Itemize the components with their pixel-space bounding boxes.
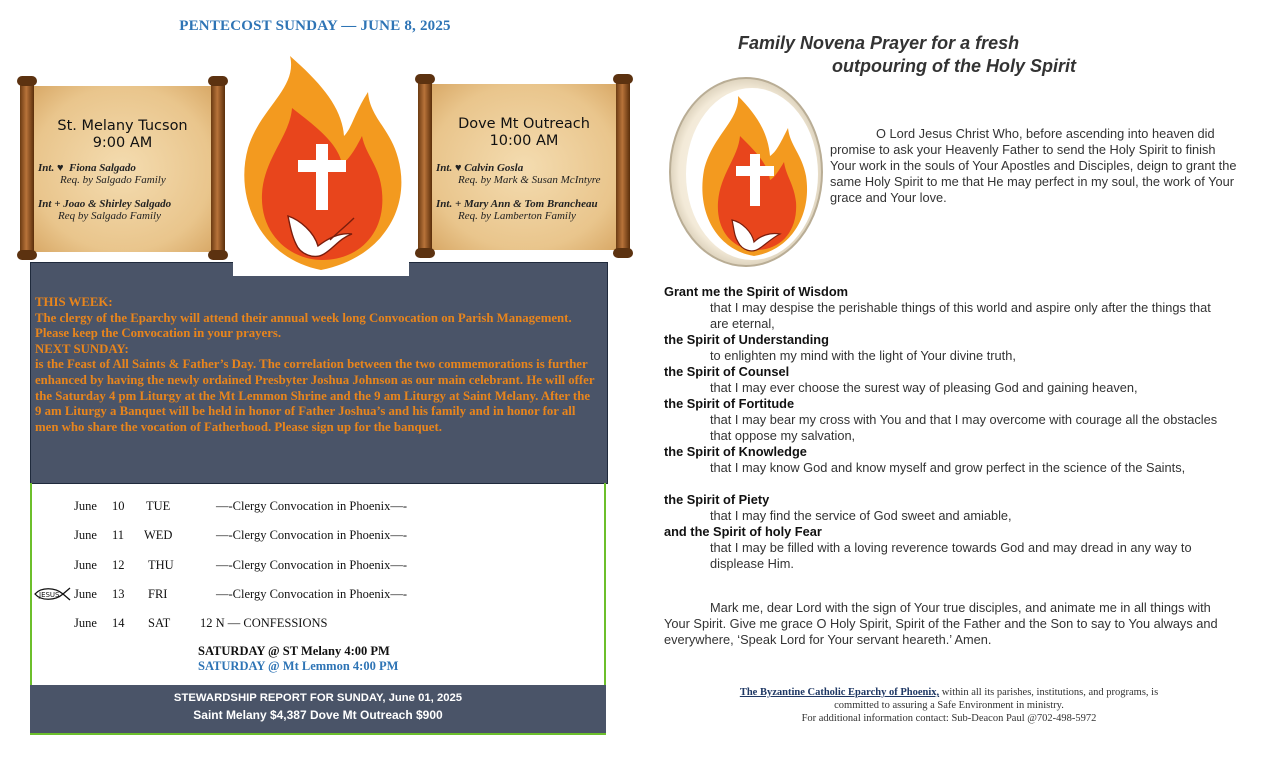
gift-wisdom-body: that I may despise the perishable things of this world and aspire only after the things that are eternal, bbox=[710, 300, 1211, 331]
gift-fear-body: that I may be filled with a loving reverence towards God and may dread in any way to displease Him. bbox=[710, 540, 1192, 571]
gift-fear-heading: and the Spirit of holy Fear bbox=[664, 524, 822, 539]
gift-understanding-body: to enlighten my mind with the light of Your divine truth, bbox=[710, 348, 1016, 363]
intention-requester: Req by Salgado Family bbox=[58, 210, 161, 222]
scroll-paper bbox=[30, 86, 215, 252]
scroll-rod-right bbox=[616, 78, 630, 254]
eparchy-footer bbox=[676, 686, 1222, 725]
bulletin-title: PENTECOST SUNDAY — JUNE 8, 2025 bbox=[179, 18, 451, 34]
scroll-rod-right bbox=[211, 80, 225, 256]
announcement-heading: THIS WEEK: bbox=[35, 295, 113, 309]
intention-line: Int. ♥ Fiona Salgado bbox=[38, 162, 136, 174]
gift-fortitude-body: that I may bear my cross with You and that I may overcome with courage all the obstacles that oppose my salvation, bbox=[710, 412, 1218, 443]
footer-line3: For additional information contact: Sub-Deacon Paul @702-498-5972 bbox=[801, 713, 1097, 724]
heart-icon: ♥ bbox=[56, 162, 64, 174]
intention-requester: Req. by Mark & Susan McIntyre bbox=[458, 174, 601, 186]
scroll-time: 10:00 AM bbox=[489, 133, 559, 149]
novena-title-line2: outpouring of the Holy Spirit bbox=[832, 56, 1076, 76]
intention-requester: Req. by Salgado Family bbox=[60, 174, 166, 186]
scroll-rod-left bbox=[20, 80, 34, 256]
scroll-church: Dove Mt Outreach bbox=[458, 116, 590, 132]
gift-fortitude-heading: the Spirit of Fortitude bbox=[664, 396, 795, 411]
novena-title-line1: Family Novena Prayer for a fresh bbox=[738, 33, 1020, 53]
announcement-heading: NEXT SUNDAY: bbox=[35, 341, 129, 356]
scroll-paper bbox=[428, 84, 620, 250]
heart-icon: ♥ bbox=[454, 162, 462, 174]
stewardship-amounts: Saint Melany $4,387 Dove Mt Outreach $900 bbox=[193, 708, 443, 722]
gift-counsel-heading: the Spirit of Counsel bbox=[664, 364, 790, 379]
stewardship-title: STEWARDSHIP REPORT FOR SUNDAY, June 01, 2025 bbox=[173, 692, 463, 704]
announcements-text bbox=[35, 295, 595, 435]
footer-line1: The Byzantine Catholic Eparchy of Phoenix, within all its parishes, institutions, and programs, is bbox=[739, 687, 1159, 698]
saturday-liturgy-st-melany: SATURDAY @ ST Melany 4:00 PM bbox=[198, 644, 390, 658]
scroll-church: St. Melany Tucson bbox=[57, 118, 188, 134]
gift-wisdom-heading: Grant me the Spirit of Wisdom bbox=[664, 284, 849, 299]
novena-intro: O Lord Jesus Christ Who, before ascending into heaven did promise to ask your Heavenly Father to send the Holy Spirit to finish Your work in the souls of Your Apostles and Disciples, deign to grant the same Holy Spirit to me that He may perfect in my soul, the work of Your grace and Your love. bbox=[830, 126, 1237, 205]
intention-requester: Req. by Lamberton Family bbox=[458, 210, 576, 222]
intention-line: Int + Joao & Shirley Salgado bbox=[38, 198, 172, 210]
holy-spirit-flame-icon bbox=[230, 48, 412, 276]
intention-line: Int. + Mary Ann & Tom Brancheau bbox=[436, 198, 598, 210]
announcements-box bbox=[30, 262, 608, 484]
gift-piety-heading: the Spirit of Piety bbox=[664, 492, 770, 507]
mass-scroll-dove-mt bbox=[418, 78, 630, 256]
novena-closing: Mark me, dear Lord with the sign of Your true disciples, and animate me in all things with Your Spirit. Give me grace O Holy Spirit, Spirit of the Father and the Son to say to You always and everywhere, ‘Speak Lord for Your servant heareth.’ Amen. bbox=[664, 600, 1218, 647]
ichthys-fish-icon bbox=[33, 586, 71, 602]
scroll-time: 9:00 AM bbox=[92, 135, 153, 151]
gift-piety-body: that I may find the service of God sweet and amiable, bbox=[710, 508, 1012, 523]
stewardship-report bbox=[30, 685, 606, 733]
fish-label: JESUS bbox=[39, 591, 60, 599]
holy-spirit-oval-icon bbox=[668, 74, 830, 270]
announcement-body: The clergy of the Eparchy will attend their annual week long Convocation on Parish Management. Please keep the Convocation in your prayers. bbox=[35, 310, 572, 341]
scroll-rod-left bbox=[418, 78, 432, 254]
mass-scroll-st-melany bbox=[20, 80, 225, 258]
eparchy-link[interactable]: The Byzantine Catholic Eparchy of Phoenix, bbox=[739, 687, 940, 698]
gift-knowledge-heading: the Spirit of Knowledge bbox=[664, 444, 807, 459]
gift-knowledge-body: that I may know God and know myself and grow perfect in the science of the Saints, bbox=[710, 460, 1186, 475]
gift-understanding-heading: the Spirit of Understanding bbox=[664, 332, 829, 347]
announcement-body: is the Feast of All Saints & Father’s Day. The correlation between the two commemorations is further enhanced by having the newly ordained Presbyter Joshua Johnson as our main celebrant. He will offer the Saturday 4 pm Liturgy at the Mt Lemmon Shrine and the 9 am Liturgy at Saint Melany. After the 9 am Liturgy a Banquet will be held in honor of Father Joshua’s and his family and in honor for all men who share the vocation of Fatherhood. Please sign up for the banquet. bbox=[35, 357, 595, 434]
saturday-liturgy-mt-lemmon: SATURDAY @ Mt Lemmon 4:00 PM bbox=[198, 659, 399, 673]
footer-line2: committed to assuring a Safe Environment in ministry. bbox=[834, 700, 1064, 711]
intention-line: Int. ♥ Calvin Gosla bbox=[436, 162, 524, 174]
gift-counsel-body: that I may ever choose the surest way of pleasing God and gaining heaven, bbox=[710, 380, 1138, 395]
